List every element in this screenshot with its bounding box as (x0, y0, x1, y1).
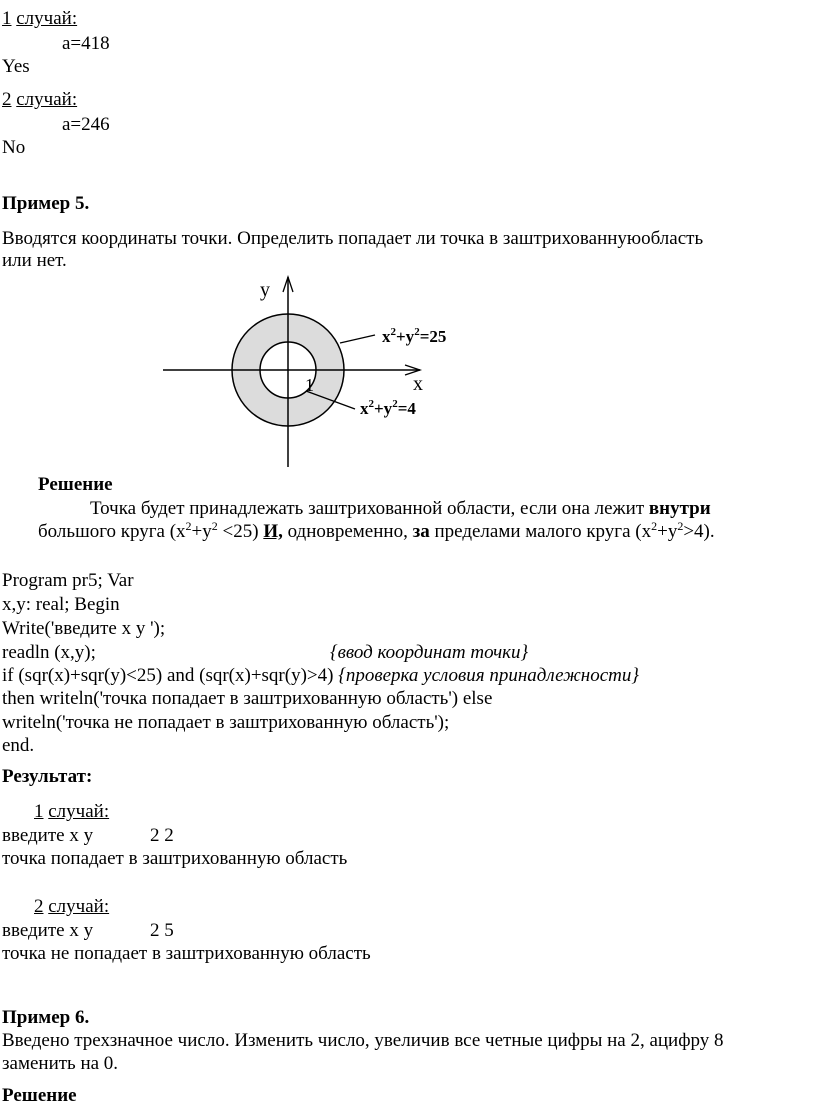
code-line-3: Write('введите x y '); (2, 618, 166, 639)
x-axis-label: x (413, 373, 423, 395)
solution5-heading: Решение (38, 474, 113, 495)
example5-title: Пример 5. (2, 193, 90, 214)
case1-value: a=418 (62, 33, 110, 54)
y-axis-label: y (260, 279, 270, 301)
result5-case2-prompt: введите x y (2, 920, 94, 941)
result5-case2-heading: 2 случай: (34, 896, 110, 917)
case2-value: a=246 (62, 114, 110, 135)
result5-case1-heading: 1 случай: (34, 801, 110, 822)
result5-case2-output: точка не попадает в заштрихованную область (2, 943, 371, 964)
code-line-6: then writeln('точка попадает в заштрихованную область') else (2, 688, 493, 709)
solution5-line2: большого круга $(x^2+y^2 <25)$ И, одновременно, за пределами малого круга $(x^2+y^2>4)$. (38, 519, 715, 542)
code-line-8: end. (2, 735, 35, 756)
code-comment-input: {ввод координат точки} (330, 642, 529, 663)
case2-number: 2 (2, 89, 12, 110)
example6-title: Пример 6. (2, 1007, 90, 1028)
code-line-2: x,y: real; Begin (2, 594, 120, 615)
code-line-7: writeln('точка не попадает в заштрихованную область'); (2, 712, 450, 733)
result5-case1-input: 2 2 (150, 825, 174, 846)
case1-result: Yes (2, 56, 30, 77)
solution5-line1: Точка будет принадлежать заштрихованной области, если она лежит внутри (90, 498, 711, 519)
example6-task-line1: Введено трехзначное число. Изменить число, увеличив все четные цифры на 2, ацифру 8 (2, 1030, 724, 1051)
outer-equation: $x^2+y^2=25$ (382, 326, 447, 346)
example5-task-line1: Вводятся координаты точки. Определить попадает ли точка в заштрихованнуюобласть (2, 228, 704, 249)
code-line-5: if (sqr(x)+sqr(y)<25) and (sqr(x)+sqr(y)>4) {проверка условия принадлежности} (2, 665, 639, 686)
case1-number: 1 (2, 8, 12, 29)
case2-result: No (2, 137, 26, 158)
outer-leader-line (340, 335, 375, 343)
code-line-4: readln (x,y); (2, 642, 96, 663)
case1-label: случай: (16, 8, 78, 29)
inner-equation: $x^2+y^2=4$ (360, 398, 416, 418)
code-line-1: Program pr5; Var (2, 570, 134, 591)
annulus-figure (0, 0, 816, 480)
case2-label: случай: (16, 89, 78, 110)
result5-case1-prompt: введите x y (2, 825, 94, 846)
result5-case2-input: 2 5 (150, 920, 174, 941)
example5-task-line2: или нет. (2, 250, 67, 271)
code-comment-condition: {проверка условия принадлежности} (338, 665, 639, 686)
result5-case1-output: точка попадает в заштрихованную область (2, 848, 348, 869)
example6-task-line2: заменить на 0. (2, 1053, 119, 1074)
result5-heading: Результат: (2, 766, 93, 787)
example6-solution-heading: Решение (2, 1085, 77, 1106)
one-label: 1 (305, 375, 314, 395)
